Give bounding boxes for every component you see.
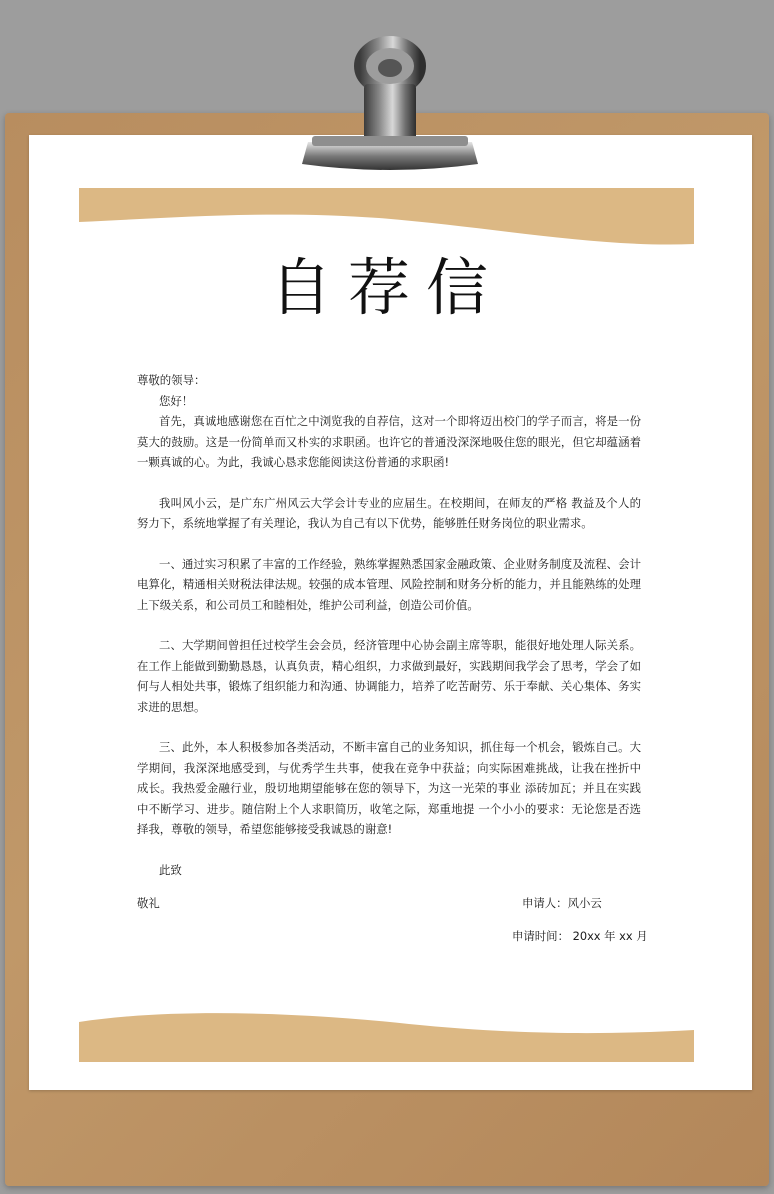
applicant-name: 申请人：风小云 (522, 896, 602, 910)
letter-title: 自荐信 (269, 251, 504, 324)
paragraph-3: 一、通过实习积累了丰富的工作经验，熟练掌握熟悉国家金融政策、企业财务制度及流程、会计电算化，精通相关财税法律法规。较强的成本管理、风险控制和财务分析的能力，并且能熟练的处理上下级关系，和公司员工和睦相处，维护公司利益，创造公司价值。 (137, 556, 641, 612)
binder-clip-icon (300, 24, 480, 174)
salute-text: 敬礼 (137, 896, 160, 910)
paragraph-1: 首先，真诚地感谢您在百忙之中浏览我的自荐信，这对一个即将迈出校门的学子而言，将是一份莫大的鼓励。这是一份简单而又朴实的求职函。也许它的普通没深深地吸住您的眼光，但它却蕴涵着一颗真诚的心。为此，我诚心恳求您能阅读这份普通的求职函! (137, 414, 641, 469)
closing-text: 此致 (159, 863, 182, 877)
paragraph-4: 二、大学期间曾担任过校学生会会员，经济管理中心协会副主席等职，能很好地处理人际关系。在工作上能做到勤勤恳恳，认真负责，精心组织，力求做到最好，实践期间我学会了思考，学会了如何与人相处共事，锻炼了组织能力和沟通、协调能力，培养了吃苦耐劳、乐于奉献、关心集体、务实求进的思想。 (137, 638, 641, 714)
paragraph-5: 三、此外，本人积极参加各类活动，不断丰富自己的业务知识，抓住每一个机会，锻炼自己。大学期间，我深深地感受到，与优秀学生共事，使我在竞争中获益；向实际困难挑战，让我在挫折中 成长。我热爱金融行业，殷切地期望能够在您的领导下，为这一光荣的事业 添砖加瓦；并且在实践中不断学习、进步。随信附上个人求职简历，收笔之际，郑重地提 一个小小的要求：无论您是否选择我，尊敬的领导，希望您能够接受我诚恳的谢意! (137, 740, 641, 836)
paragraph-2: 我叫风小云，是广东广州风云大学会计专业的应届生。在校期间，在师友的严格 教益及个人的努力下，系统地掌握了有关理论，我认为自己有以下优势，能够胜任财务岗位的职业需求。 (137, 495, 641, 530)
letter-body (137, 370, 641, 840)
hello-line: 您好！ (159, 393, 194, 408)
application-date: 申请时间： 20xx 年 xx 月 (512, 929, 648, 943)
bottom-wave-band (79, 1010, 694, 1062)
greeting: 尊敬的领导： (137, 373, 206, 387)
